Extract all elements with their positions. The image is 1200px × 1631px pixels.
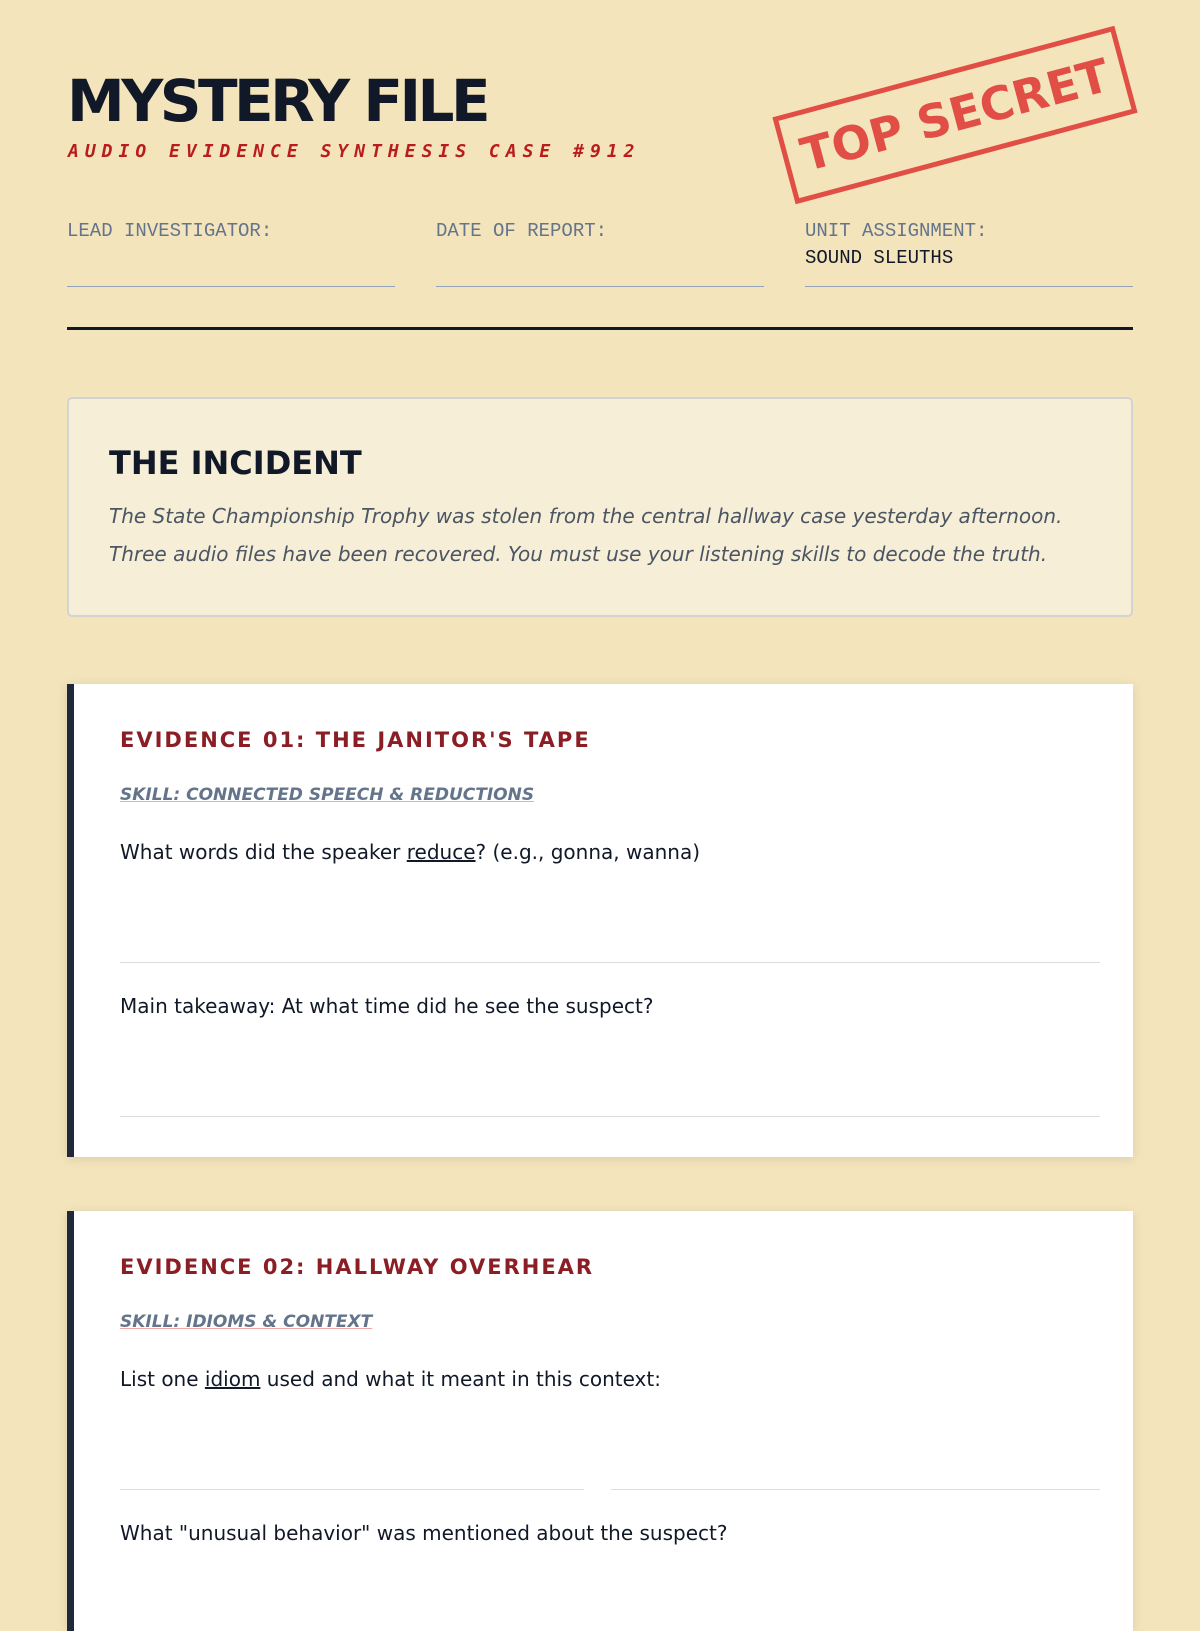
meaning-answer-line[interactable] bbox=[611, 1489, 1100, 1490]
emphasis-word: reduce bbox=[406, 840, 476, 864]
lead-investigator-label: LEAD INVESTIGATOR: bbox=[67, 220, 273, 242]
idiom-answer-line[interactable] bbox=[120, 1489, 584, 1490]
unit-assignment-field[interactable] bbox=[805, 220, 1133, 287]
evidence-question-2: What "unusual behavior" was mentioned about the suspect? bbox=[120, 1521, 728, 1545]
unit-assignment-label: UNIT ASSIGNMENT: bbox=[805, 220, 988, 242]
evidence-title: EVIDENCE 02: HALLWAY OVERHEAR bbox=[120, 1255, 595, 1279]
incident-line-1: The State Championship Trophy was stolen from the central hallway case yesterday afternoon. bbox=[109, 504, 1063, 528]
lead-investigator-field[interactable] bbox=[67, 220, 395, 287]
evidence-title: EVIDENCE 01: THE JANITOR'S TAPE bbox=[120, 728, 591, 752]
header-divider bbox=[67, 327, 1133, 330]
evidence-skill: SKILL: CONNECTED SPEECH & REDUCTIONS bbox=[120, 785, 535, 805]
evidence-question-2: Main takeaway: At what time did he see the suspect? bbox=[120, 994, 654, 1018]
evidence-skill: SKILL: IDIOMS & CONTEXT bbox=[120, 1312, 373, 1332]
incident-line-2: Three audio files have been recovered. You must use your listening skills to decode the truth. bbox=[109, 542, 1048, 566]
answer-line[interactable] bbox=[120, 1116, 1100, 1117]
incident-heading: THE INCIDENT bbox=[109, 444, 362, 482]
emphasis-word: idiom bbox=[204, 1367, 261, 1391]
evidence-question-1: What words did the speaker reduce? (e.g., gonna, wanna) bbox=[120, 840, 701, 864]
case-subtitle: AUDIO EVIDENCE SYNTHESIS CASE #912 bbox=[68, 141, 641, 162]
evidence-card-01 bbox=[67, 684, 1133, 1157]
page-title: MYSTERY FILE bbox=[67, 67, 488, 135]
incident-description bbox=[109, 497, 1091, 573]
evidence-card-02 bbox=[67, 1211, 1133, 1631]
report-date-label: DATE OF REPORT: bbox=[436, 220, 608, 242]
top-secret-stamp bbox=[772, 26, 1137, 205]
evidence-question-1: List one idiom used and what it meant in this context: bbox=[120, 1367, 661, 1391]
answer-line[interactable] bbox=[120, 962, 1100, 963]
incident-box bbox=[67, 397, 1133, 617]
stamp-label: TOP SECRET bbox=[795, 47, 1115, 183]
unit-assignment-value[interactable]: SOUND SLEUTHS bbox=[805, 247, 954, 269]
report-date-field[interactable] bbox=[436, 220, 764, 287]
